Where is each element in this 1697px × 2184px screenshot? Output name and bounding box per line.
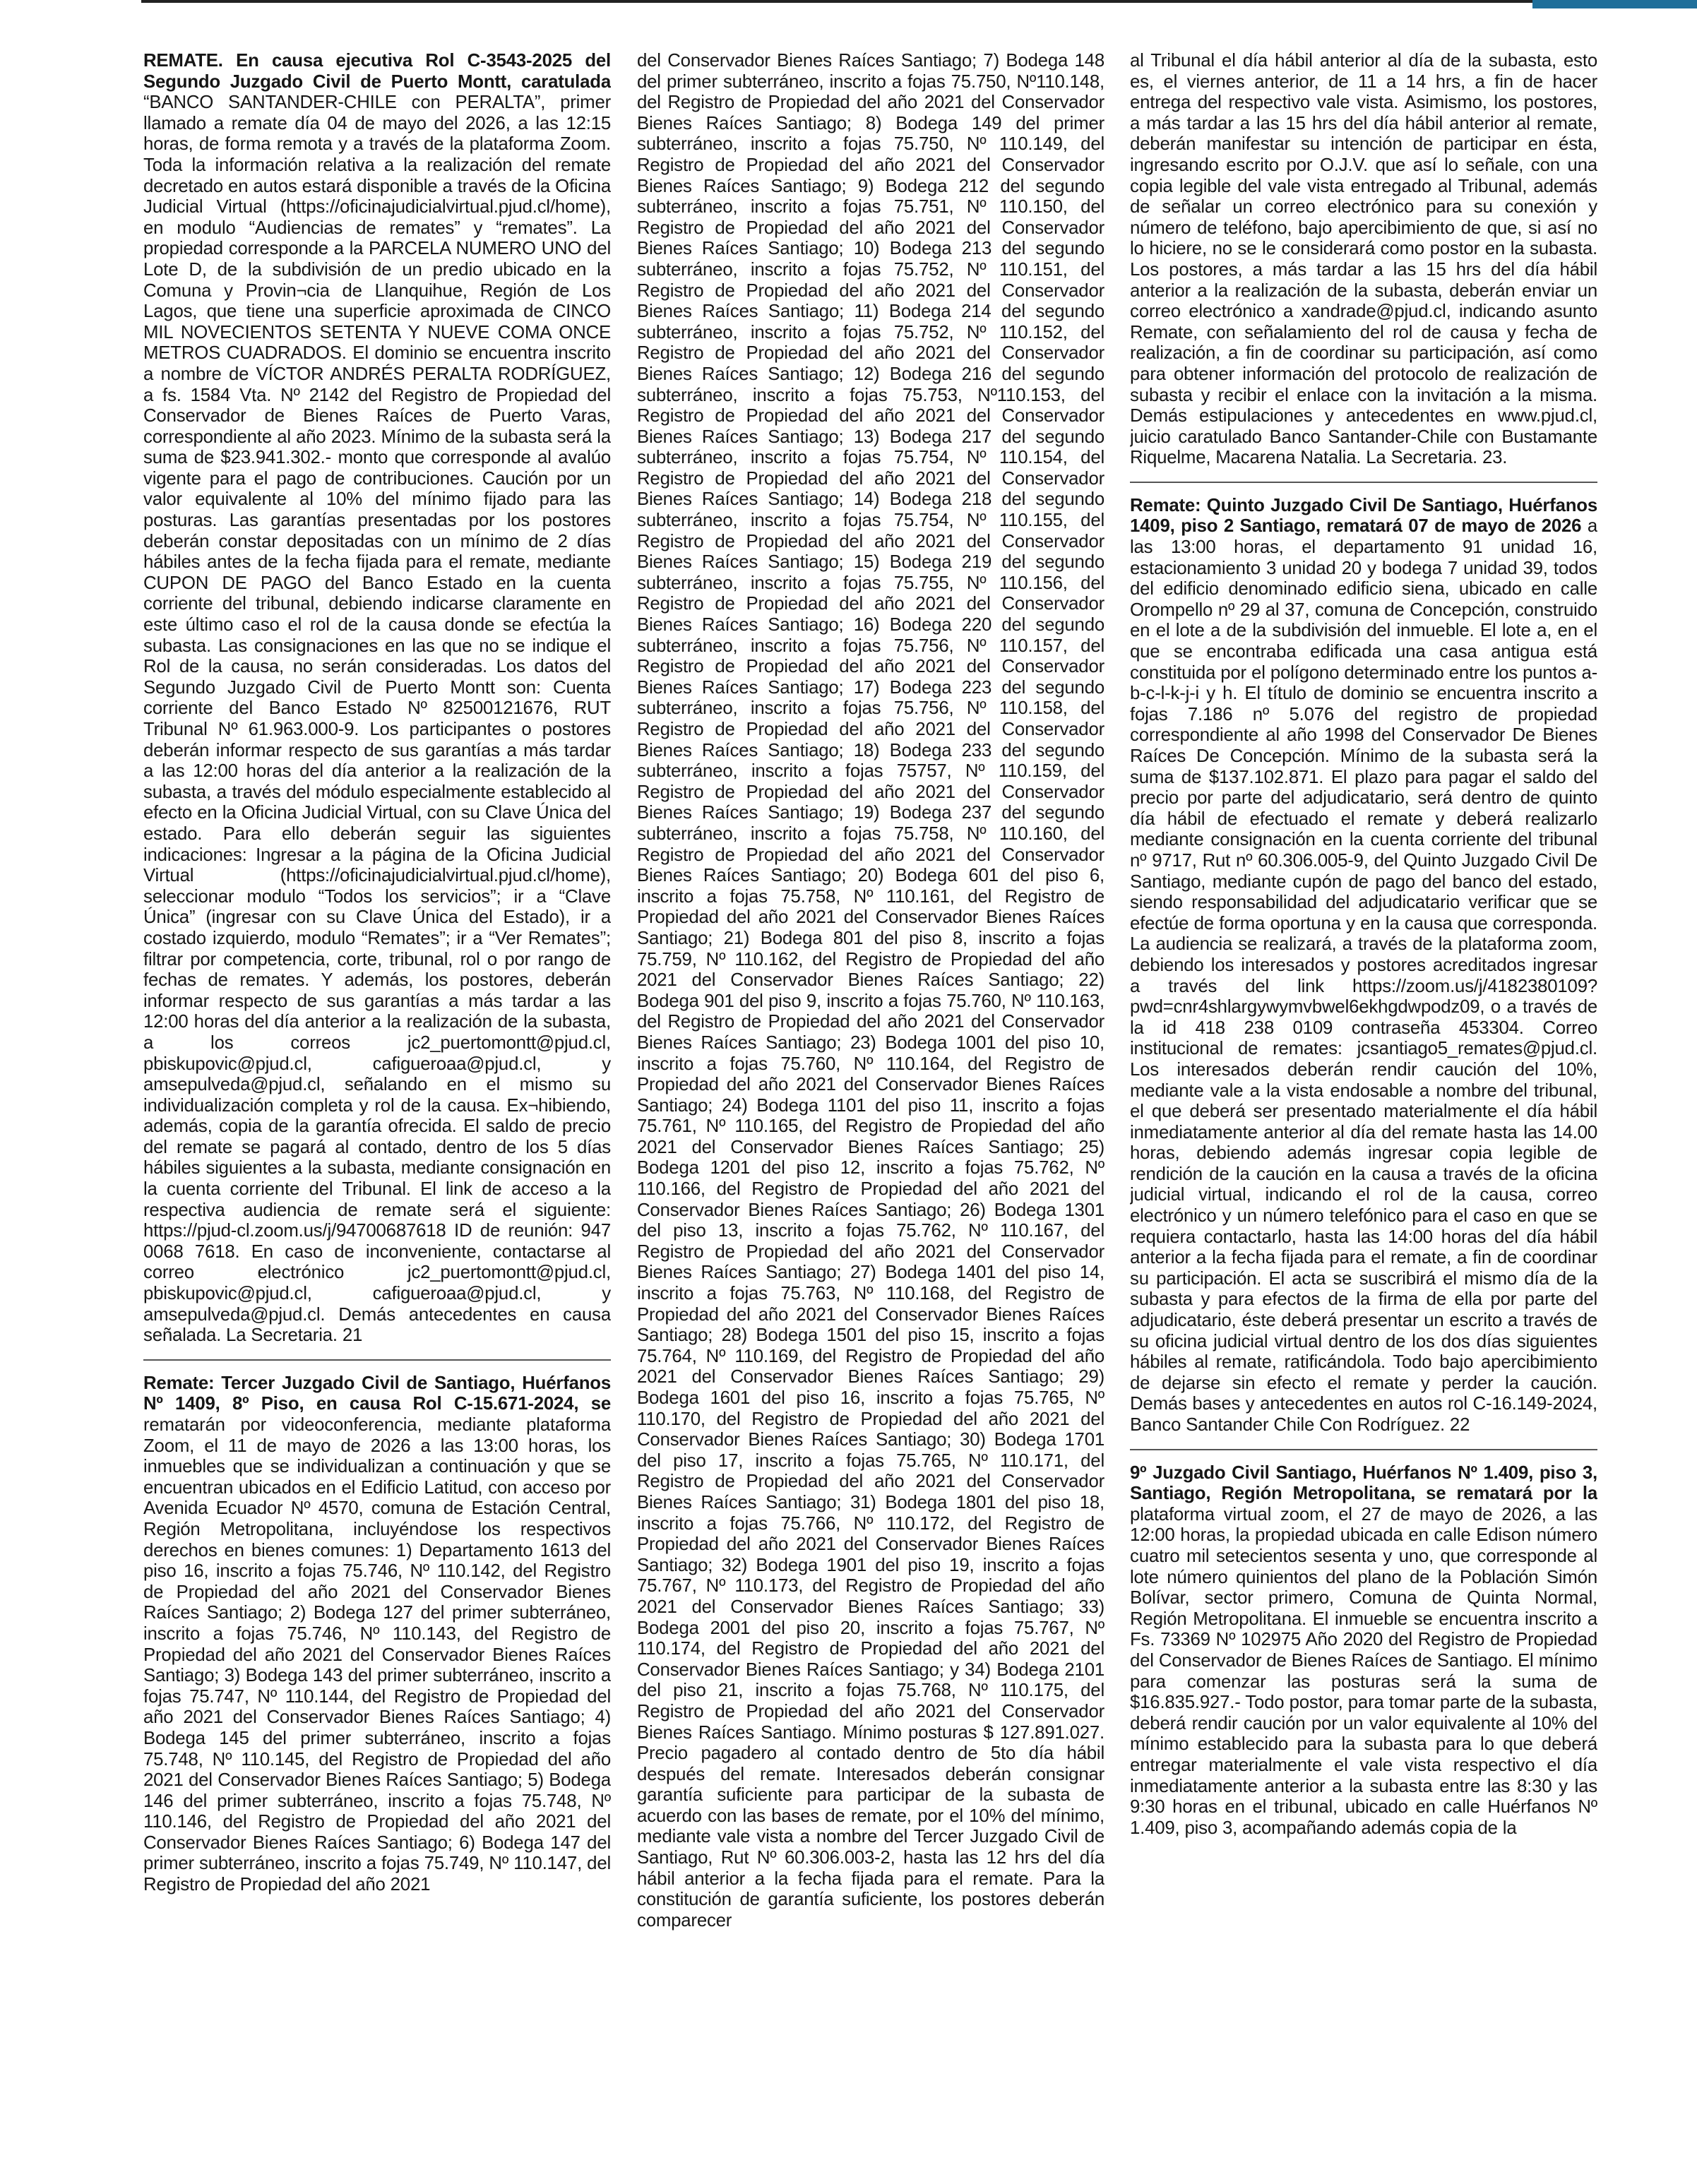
notice-body: a las 13:00 horas, el departamento 91 unidad 16, estacionamiento 3 unidad 20 y bodega 7 unidad 39, todos del edificio denominado edificio siena, ubicado en calle Orompello nº 29 al 37, comuna de Concepción, construido en el lote a de la subdivisión del inmueble. El lote a, en el que se encontraba edificada una casa antigua está constituida por el polígono determinado entre los puntos a-b-c-l-k-j-i y h. El título de dominio se encuentra inscrito a fojas 7.186 nº 5.076 del registro de propiedad correspondiente al año 1998 del Conservador De Bienes Raíces De Concepción. Mínimo de la subasta será la suma de $137.102.871. El plazo para pagar el saldo del precio por parte del adjudicatario, será dentro de quinto día hábil de efectuado el remate y deberá realizarlo mediante consignación en la cuenta corriente del tribunal nº 9717, Rut nº 60.306.005-9, del Quinto Juzgado Civil De Santiago, mediante cupón de pago del banco del estado, siendo responsabilidad del adjudicatario verificar que se efectúe de forma oportuna y en la causa que corresponda. La audiencia se realizará, a través de la plataforma zoom, debiendo los interesados y postores acreditados ingresar a través del link https://zoom.us/j/4182380109?pwd=cnr4shlargywymvbwel6ekhgdwpodz09, o a través de la id 418 238 0109 contraseña 453304. Correo institucional de remates: jcsantiago5_remates@pjud.cl. Los interesados deberán rendir caución del 10%, mediante vale a la vista endosable a nombre del tribunal, el que deberá ser presentado materialmente el día hábil inmediatamente anterior al día del remate hasta las 14.00 horas, debiendo además ingresar copia legible de rendición de la caución en la causa a través de la oficina judicial virtual, indicando el rol de la causa, correo electrónico y un número telefónico para el caso en que se requiera contactarlo, hasta las 14:00 horas del día hábil anterior a la fecha fijada para el remate, a fin de coordinar su participación. El acta se suscribirá el mismo día de la subasta y para efectos de la firma de ella por parte del adjudicatario, éste deberá presentar un escrito a través de su oficina judicial virtual dentro de los dos días siguientes hábiles al remate, ratificándola. Todo bajo apercibimiento de dejarse sin efecto el remate y perder la caución. Demás bases y antecedentes en autos rol C-16.149-2024, Banco Santander Chile Con Rodríguez. 22 <box>1130 516 1597 1435</box>
column-2 <box>637 51 1104 2176</box>
notice-heading: Remate: Quinto Juzgado Civil De Santiago, Huérfanos 1409, piso 2 Santiago, rematará 07 de mayo de 2026 <box>1130 495 1597 537</box>
notice-heading: Remate: Tercer Juzgado Civil de Santiago, Huérfanos Nº 1409, 8º Piso, en causa Rol C-15.671-2024, se <box>143 1373 611 1414</box>
notice-heading: REMATE. En causa ejecutiva Rol C-3543-2025 del Segundo Juzgado Civil de Puerto Montt, caratulada <box>143 51 611 92</box>
column-3 <box>1130 51 1597 2176</box>
header-color-block <box>1532 0 1697 8</box>
notice-separator <box>1130 1449 1597 1450</box>
notice-tercer-juzgado <box>143 1373 611 1896</box>
notice-body: rematarán por videoconferencia, mediante plataforma Zoom, el 11 de mayo de 2026 a las 13:00 horas, los inmuebles que se individualizan a continuación y que se encuentran ubicados en el Edificio Latitud, con acceso por Avenida Ecuador Nº 4570, comuna de Estación Central, Región Metropolitana, incluyéndose los respectivos derechos en bienes comunes: 1) Departamento 1613 del piso 16, inscrito a fojas 75.746, Nº 110.142, del Registro de Propiedad del año 2021 del Conservador Bienes Raíces Santiago; 2) Bodega 127 del primer subterráneo, inscrito a fojas 75.746, Nº 110.143, del Registro de Propiedad del año 2021 del Conservador Bienes Raíces Santiago; 3) Bodega 143 del primer subterráneo, inscrito a fojas 75.747, Nº 110.144, del Registro de Propiedad del año 2021 del Conservador Bienes Raíces Santiago; 4) Bodega 145 del primer subterráneo, inscrito a fojas 75.748, Nº 110.145, del Registro de Propiedad del año 2021 del Conservador Bienes Raíces Santiago; 5) Bodega 146 del primer subterráneo, inscrito a fojas 75.748, Nº 110.146, del Registro de Propiedad del año 2021 del Conservador Bienes Raíces Santiago; 6) Bodega 147 del primer subterráneo, inscrito a fojas 75.749, Nº 110.147, del Registro de Propiedad del año 2021 <box>143 1415 611 1895</box>
notice-quinto-juzgado <box>1130 496 1597 1436</box>
notice-tercer-juzgado-end <box>1130 51 1597 469</box>
notice-body: del Conservador Bienes Raíces Santiago; 7) Bodega 148 del primer subterráneo, inscrito a fojas 75.750, Nº110.148, del Registro de Propiedad del año 2021 del Conservador Bienes Raíces Santiago; 8) Bodega 149 del primer subterráneo, inscrito a fojas 75.750, Nº 110.149, del Registro de Propiedad del año 2021 del Conservador Bienes Raíces Santiago; 9) Bodega 212 del segundo subterráneo, inscrito a fojas 75.751, Nº 110.150, del Registro de Propiedad del año 2021 del Conservador Bienes Raíces Santiago; 10) Bodega 213 del segundo subterráneo, inscrito a fojas 75.752, Nº 110.151, del Registro de Propiedad del año 2021 del Conservador Bienes Raíces Santiago; 11) Bodega 214 del segundo subterráneo, inscrito a fojas 75.752, Nº 110.152, del Registro de Propiedad del año 2021 del Conservador Bienes Raíces Santiago; 12) Bodega 216 del segundo subterráneo, inscrito a fojas 75.753, Nº110.153, del Registro de Propiedad del año 2021 del Conservador Bienes Raíces Santiago; 13) Bodega 217 del segundo subterráneo, inscrito a fojas 75.754, Nº 110.154, del Registro de Propiedad del año 2021 del Conservador Bienes Raíces Santiago; 14) Bodega 218 del segundo subterráneo, inscrito a fojas 75.754, Nº 110.155, del Registro de Propiedad del año 2021 del Conservador Bienes Raíces Santiago; 15) Bodega 219 del segundo subterráneo, inscrito a fojas 75.755, Nº 110.156, del Registro de Propiedad del año 2021 del Conservador Bienes Raíces Santiago; 16) Bodega 220 del segundo subterráneo, inscrito a fojas 75.756, Nº 110.157, del Registro de Propiedad del año 2021 del Conservador Bienes Raíces Santiago; 17) Bodega 223 del segundo subterráneo, inscrito a fojas 75.756, Nº 110.158, del Registro de Propiedad del año 2021 del Conservador Bienes Raíces Santiago; 18) Bodega 233 del segundo subterráneo, inscrito a fojas 75757, Nº 110.159, del Registro de Propiedad del año 2021 del Conservador Bienes Raíces Santiago; 19) Bodega 237 del segundo subterráneo, inscrito a fojas 75.758, Nº 110.160, del Registro de Propiedad del año 2021 del Conservador Bienes Raíces Santiago; 20) Bodega 601 del piso 6, inscrito a fojas 75.758, Nº 110.161, del Registro de Propiedad del año 2021 del Conservador Bienes Raíces Santiago; 21) Bodega 801 del piso 8, inscrito a fojas 75.759, Nº 110.162, del Registro de Propiedad del año 2021 del Conservador Bienes Raíces Santiago; 22) Bodega 901 del piso 9, inscrito a fojas 75.760, Nº 110.163, del Registro de Propiedad del año 2021 del Conservador Bienes Raíces Santiago; 23) Bodega 1001 del piso 10, inscrito a fojas 75.760, Nº 110.164, del Registro de Propiedad del año 2021 del Conservador Bienes Raíces Santiago; 24) Bodega 1101 del piso 11, inscrito a fojas 75.761, Nº 110.165, del Registro de Propiedad del año 2021 del Conservador Bienes Raíces Santiago; 25) Bodega 1201 del piso 12, inscrito a fojas 75.762, Nº 110.166, del Registro de Propiedad del año 2021 del Conservador Bienes Raíces Santiago; 26) Bodega 1301 del piso 13, inscrito a fojas 75.762, Nº 110.167, del Registro de Propiedad del año 2021 del Conservador Bienes Raíces Santiago; 27) Bodega 1401 del piso 14, inscrito a fojas 75.763, Nº 110.168, del Registro de Propiedad del año 2021 del Conservador Bienes Raíces Santiago; 28) Bodega 1501 del piso 15, inscrito a fojas 75.764, Nº 110.169, del Registro de Propiedad del año 2021 del Conservador Bienes Raíces Santiago; 29) Bodega 1601 del piso 16, inscrito a fojas 75.765, Nº 110.170, del Registro de Propiedad del año 2021 del Conservador Bienes Raíces Santiago; 30) Bodega 1701 del piso 17, inscrito a fojas 75.765, Nº 110.171, del Registro de Propiedad del año 2021 del Conservador Bienes Raíces Santiago; 31) Bodega 1801 del piso 18, inscrito a fojas 75.766, Nº 110.172, del Registro de Propiedad del año 2021 del Conservador Bienes Raíces Santiago; 32) Bodega 1901 del piso 19, inscrito a fojas 75.767, Nº 110.173, del Registro de Propiedad del año 2021 del Conservador Bienes Raíces Santiago; 33) Bodega 2001 del piso 20, inscrito a fojas 75.767, Nº 110.174, del Registro de Propiedad del año 2021 del Conservador Bienes Raíces Santiago; y 34) Bodega 2101 del piso 21, inscrito a fojas 75.768, Nº 110.175, del Registro de Propiedad del año 2021 del Conservador Bienes Raíces Santiago. Mínimo posturas $ 127.891.027. Precio pagadero al contado dentro de 5to día hábil después del remate. Interesados deberán consignar garantía suficiente para participar de la subasta de acuerdo con las bases de remate, por el 10% del mínimo, mediante vale vista a nombre del Tercer Juzgado Civil de Santiago, Rut Nº 60.306.003-2, hasta las 12 hrs del día hábil anterior a la fecha fijada para el remate. Para la constitución de garantía suficiente, los postores deberán comparecer <box>637 51 1104 1931</box>
notice-heading: 9º Juzgado Civil Santiago, Huérfanos Nº 1.409, piso 3, Santiago, Región Metropolitana, se rematará por la <box>1130 1462 1597 1504</box>
notice-body: al Tribunal el día hábil anterior al día de la subasta, esto es, el viernes anterior, de 11 a 14 hrs, a fin de hacer entrega del respectivo vale vista. Asimismo, los postores, a más tardar a las 15 hrs del día hábil anterior al remate, deberán manifestar su intención de participar en ésta, ingresando escrito por O.J.V. que así lo señale, con una copia legible del vale vista entregado al Tribunal, además de señalar un correo electrónico para su conexión y número de teléfono, bajo apercibimiento de que, si así no lo hiciere, no se le considerará como postor en la subasta. Los postores, a más tardar a las 15 hrs del día hábil anterior a la realización de la subasta, deberán enviar un correo electrónico a xandrade@pjud.cl, indicando asunto Remate, con señalamiento del rol de causa y fecha de realización, a fin de coordinar su participación, así como para obtener información del protocolo de realización de subasta y recibir el enlace con la invitación a la misma. Demás estipulaciones y antecedentes en www.pjud.cl, juicio caratulado Banco Santander-Chile con Bustamante Riquelme, Macarena Natalia. La Secretaria. 23. <box>1130 51 1597 468</box>
notice-body: plataforma virtual zoom, el 27 de mayo de 2026, a las 12:00 horas, la propiedad ubicada en calle Edison número cuatro mil setecientos sesenta y uno, que corresponde al lote número quinientos del plano de la Población Simón Bolívar, sector primero, Comuna de Quinta Normal, Región Metropolitana. El inmueble se encuentra inscrito a Fs. 73369 Nº 102975 Año 2020 del Registro de Propiedad del Conservador de Bienes Raíces de Santiago. El mínimo para comenzar las posturas será la suma de $16.835.927.- Todo postor, para tomar parte de la subasta, deberá rendir caución por un valor equivalente al 10% del mínimo establecido para la subasta para lo que deberá entregar materialmente el vale vista respectivo el día inmediatamente anterior a la subasta entre las 8:30 y las 9:30 horas en el tribunal, ubicado en calle Huérfanos Nº 1.409, piso 3, acompañando además copia de la <box>1130 1504 1597 1838</box>
notice-separator <box>1130 482 1597 483</box>
notice-separator <box>143 1359 611 1361</box>
top-rule <box>141 0 1554 3</box>
column-1 <box>143 51 611 2176</box>
notice-body: “BANCO SANTANDER-CHILE con PERALTA”, primer llamado a remate día 04 de mayo del 2026, a las 12:15 horas, de forma remota y a través de la plataforma Zoom. Toda la información relativa a la realización del remate decretado en autos estará disponible a través de la Oficina Judicial Virtual (https://oficinajudicialvirtual.pjud.cl/home), en modulo “Audiencias de remates” y “remates”. La propiedad corresponde a la PARCELA NUMERO UNO del Lote D, de la subdivisión de un predio ubicado en la Comuna y Provin¬cia de Llanquihue, Región de Los Lagos, que tiene una superficie aproximada de CINCO MIL NOVECIENTOS SETENTA Y NUEVE COMA ONCE METROS CUADRADOS. El dominio se encuentra inscrito a nombre de VÍCTOR ANDRÉS PERALTA RODRÍGUEZ, a fs. 1584 Vta. Nº 2142 del Registro de Propiedad del Conservador de Bienes Raíces de Puerto Varas, correspondiente al año 2023. Mínimo de la subasta será la suma de $23.941.302.- monto que corresponde al avalúo vigente para el pago de contribuciones. Caución por un valor equivalente al 10% del mínimo fijado para las posturas. Las garantías presentadas por los postores deberán constar depositadas con un mínimo de 2 días hábiles antes de la fecha fijada para el remate, mediante CUPON DE PAGO del Banco Estado en la cuenta corriente del tribunal, debiendo indicarse claramente en este último caso el rol de la causa donde se efectúa la subasta. Las consignaciones en las que no se indique el Rol de la causa, no serán consideradas. Los datos del Segundo Juzgado Civil de Puerto Montt son: Cuenta corriente del Banco Estado Nº 82500121676, RUT Tribunal Nº 61.963.000-9. Los participantes o postores deberán informar respecto de sus garantías a más tardar a las 12:00 horas del día anterior a la realización de la subasta, a través del módulo especialmente establecido al efecto en la Oficina Judicial Virtual, con su Clave Única del estado. Para ello deberán seguir las siguientes indicaciones: Ingresar a la página de la Oficina Judicial Virtual (https://oficinajudicialvirtual.pjud.cl/home), seleccionar modulo “Todos los servicios”; ir a “Clave Única” (ingresar con su Clave Única del Estado), ir a costado izquierdo, modulo “Remates”; ir a “Ver Remates”; filtrar por competencia, corte, tribunal, rol o por rango de fechas de remates. Y además, los postores, deberán informar respecto de sus garantías a más tardar a las 12:00 horas del día anterior a la realización de la subasta, a los correos jc2_puertomontt@pjud.cl, pbiskupovic@pjud.cl, cafigueroaa@pjud.cl, y amsepulveda@pjud.cl, señalando en el mismo su individualización completa y rol de la causa. Ex¬hibiendo, además, copia de la garantía ofrecida. El saldo de precio del remate se pagará al contado, dentro de los 5 días hábiles siguientes a la subasta, mediante consignación en la cuenta corriente del Tribunal. El link de acceso a la respectiva audiencia de remate será el siguiente: https://pjud-cl.zoom.us/j/94700687618 ID de reunión: 947 0068 7618. En caso de inconveniente, contactarse al correo electrónico jc2_puertomontt@pjud.cl, pbiskupovic@pjud.cl, cafigueroaa@pjud.cl, y amsepulveda@pjud.cl. Demás antecedentes en causa señalada. La Secretaria. 21 <box>143 93 611 1346</box>
notice-remate-puerto-montt <box>143 51 611 1347</box>
notice-noveno-juzgado <box>1130 1463 1597 1839</box>
notice-tercer-juzgado-continued <box>637 51 1104 1931</box>
